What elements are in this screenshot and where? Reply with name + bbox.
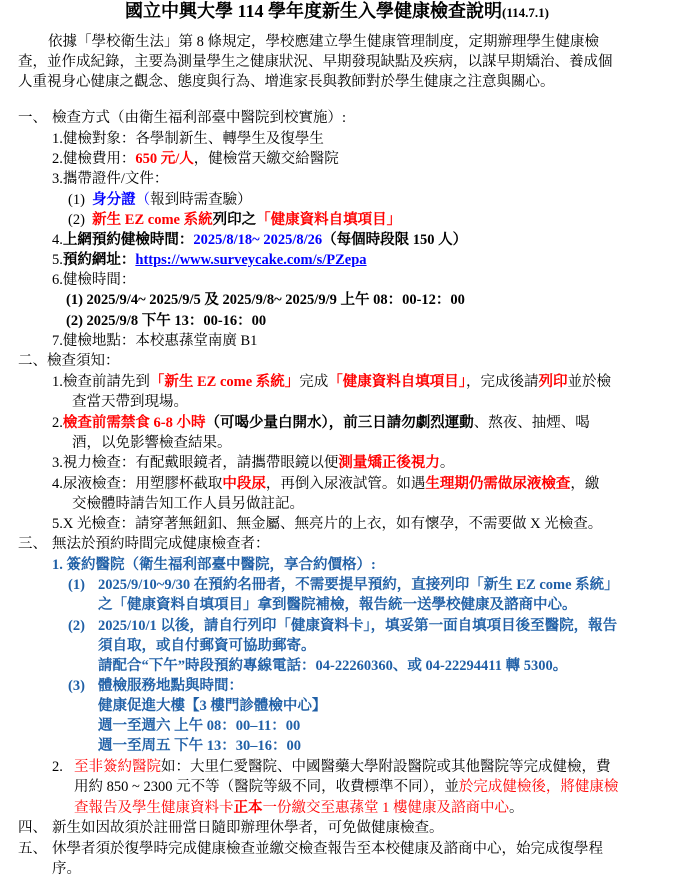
- text: ，完成後請: [466, 374, 539, 390]
- text: 測量矯正後視力: [338, 455, 440, 471]
- s1-item-6: 6.健檢時間：: [52, 272, 136, 288]
- text: （可喝少量白開水），前三日請勿劇烈運動: [205, 415, 474, 431]
- s3-1-num: (1): [68, 577, 85, 593]
- section-5-number: 五、: [18, 841, 47, 857]
- s1-item-3-2: [68, 210, 401, 230]
- s1-item-6-2: (2) 2025/9/8 下午 13：00-16：00: [66, 313, 267, 329]
- s3-p2-line: [74, 798, 524, 818]
- text: 「新生 EZ come 系統」: [149, 374, 300, 390]
- section-3-number: 三、: [18, 536, 47, 552]
- s3-1-line: 2025/9/10~9/30 在預約名冊者，不需要提早預約，直接列印「新生 EZ come 系統」: [98, 577, 619, 593]
- s3-2-phone: 請配合“下午”時段預約專線電話：04-22260360、或 04-22294411 轉 5300。: [98, 658, 568, 674]
- text: 列印: [538, 374, 568, 390]
- num: 二、: [18, 353, 47, 369]
- text: 「健康資料自填項目」: [256, 212, 402, 228]
- s1-item-2: [52, 149, 339, 169]
- text: 1.檢查前請先到: [52, 374, 150, 390]
- s2-item-2: [52, 413, 590, 433]
- text: （每個時段限 150 人）: [322, 232, 468, 248]
- text: ，繳: [570, 476, 600, 492]
- text: 上網預約健檢時間：: [62, 232, 194, 248]
- section-4-number: 四、: [18, 820, 47, 836]
- section-5-text: 休學者須於復學時完成健康檢查並繳交檢查報告至本校健康及諮商中心，始完成復學程: [52, 841, 603, 857]
- s3-p2-num: 2.: [52, 759, 63, 775]
- page-title: [0, 0, 674, 24]
- s3-2-line: 須自取，或自付郵資可協助郵寄。: [98, 638, 316, 654]
- s3-3-line: 健康促進大樓【3 樓門診體檢中心】: [98, 698, 327, 714]
- s3-2-num: (2): [68, 618, 85, 634]
- s1-item-6-1: (1) 2025/9/4~ 2025/9/5 及 2025/9/8~ 2025/9/9 上午 08：00-12：00: [66, 292, 465, 308]
- s1-item-3-1: [68, 190, 252, 210]
- s3-3-num: (3): [68, 678, 85, 694]
- s1-item-3: 3.攜帶證件/文件：: [52, 171, 169, 187]
- fee: 650 元/人: [135, 151, 194, 167]
- title-version: (114.7.1): [502, 5, 549, 20]
- s3-p2-line: [74, 777, 618, 797]
- text: 4.尿液檢查：用塑膠杯截取: [52, 476, 223, 492]
- s2-item-4-cont: 交檢體時請告知工作人員另做註記。: [72, 496, 304, 512]
- text: 完成: [299, 374, 329, 390]
- intro-line: 人重視身心健康之觀念、態度與行為、增進家長與教師對於學生健康之注意與關心。: [18, 74, 555, 90]
- s3-contract-hospital: 1. 簽約醫院（衛生福利部臺中醫院，享合約價格）:: [52, 557, 376, 573]
- s1-item-7: 7.健檢地點：本校惠蓀堂南廣 B1: [52, 333, 258, 349]
- section-2-heading: [18, 351, 120, 371]
- text: 並於檢: [567, 374, 612, 390]
- text: 於完成健檢後: [458, 779, 546, 795]
- text: 正本: [233, 800, 263, 816]
- s3-1-line: 之「健康資料自填項目」拿到醫院補檢，報告統一送學校健康及諮商中心。: [98, 597, 577, 613]
- text: 。: [509, 800, 524, 816]
- s2-item-1: [52, 372, 611, 392]
- section-4-text: 新生如因故須於註冊當日隨即辦理休學者，可免做健康檢查。: [52, 820, 444, 836]
- id-card: 身分證: [92, 192, 136, 208]
- num: 4.: [52, 232, 63, 248]
- s3-3-line: 體檢服務地點與時間：: [98, 678, 243, 694]
- booking-dates: 2025/8/18~ 2025/8/26: [193, 232, 323, 248]
- intro-line: 依據「學校衛生法」第 8 條規定，學校應建立學生健康管理制度，定期辦理學生健康檢: [48, 34, 599, 50]
- s3-p2-line: [74, 757, 611, 777]
- section-1-number: 一、: [18, 110, 47, 126]
- s1-item-5: [52, 250, 367, 270]
- num: (2): [68, 212, 85, 228]
- section-3-heading: 無法於預約時間完成健康檢查者：: [52, 536, 270, 552]
- num: 5.: [52, 252, 63, 268]
- text: 檢查前需禁食 6-8 小時: [62, 415, 206, 431]
- text: 用約 850 ~ 2300 元不等（醫院等級不同，收費標準不同），並: [74, 779, 459, 795]
- text: 「健康資料自填項目」: [328, 374, 467, 390]
- num: 2.: [52, 415, 63, 431]
- text: 檢查須知：: [47, 353, 120, 369]
- text: 列印之: [212, 212, 257, 228]
- s3-3-line: 週一至週六 上午 08：00–11：00: [98, 718, 301, 734]
- text: 、熬夜、抽煙、喝: [473, 415, 590, 431]
- text: 生理期仍需做尿液檢查: [425, 476, 571, 492]
- text: 一份繳交至惠蓀堂 1 樓健康及諮商中心: [262, 800, 509, 816]
- s3-3-line: 週一至周五 下午 13：30–16：00: [98, 738, 301, 754]
- s1-item-4: [52, 230, 467, 250]
- num: (1): [68, 192, 85, 208]
- text: 3.視力檢查：有配戴眼鏡者，請攜帶眼鏡以便: [52, 455, 339, 471]
- text: ，將健康檢: [545, 779, 619, 795]
- text: 預約網址：: [62, 252, 136, 268]
- s3-2-line: 2025/10/1 以後，請自行列印「健康資料卡」，填妥第一面自填項目後至醫院，報告: [98, 618, 618, 634]
- s2-item-5: 5.X 光檢查：請穿著無鈕釦、無金屬、無亮片的上衣，如有懷孕，不需要做 X 光檢查。: [52, 516, 603, 532]
- text: 查報告及學生健康資料卡: [74, 800, 234, 816]
- s1-item-1: 1.健檢對象：各學制新生、轉學生及復學生: [52, 131, 324, 147]
- text: 至非簽約醫院: [74, 759, 161, 775]
- text: 2.健檢費用：: [52, 151, 136, 167]
- title-text: 國立中興大學 114 學年度新生入學健康檢查說明: [125, 1, 503, 21]
- section-1-heading: 檢查方式（由衛生福利部臺中醫院到校實施）:: [52, 110, 347, 126]
- text: 如：大里仁愛醫院、中國醫藥大學附設醫院或其他醫院等完成健檢，費: [161, 759, 611, 775]
- text: 。: [439, 455, 455, 471]
- booking-link[interactable]: https://www.surveycake.com/s/PZepa: [135, 252, 367, 268]
- text: 報到時需查驗）: [150, 192, 252, 208]
- text: 新生 EZ come 系統: [92, 212, 213, 228]
- s2-item-3: [52, 453, 454, 473]
- intro-line: 查，並作成紀錄，主要為測量學生之健康狀況、早期發現缺點及疾病，以謀早期矯治、養成個: [18, 54, 613, 70]
- text: ，健檢當天繳交給醫院: [193, 151, 339, 167]
- text: ，再倒入尿液試管。如遇: [265, 476, 426, 492]
- s2-item-1-cont: 查當天帶到現場。: [72, 394, 188, 410]
- s2-item-4: [52, 474, 599, 494]
- text: 中段尿: [222, 476, 266, 492]
- s2-item-2-cont: 酒，以免影響檢查結果。: [72, 435, 232, 451]
- text: （: [135, 192, 151, 208]
- section-5-text: 序。: [52, 861, 81, 877]
